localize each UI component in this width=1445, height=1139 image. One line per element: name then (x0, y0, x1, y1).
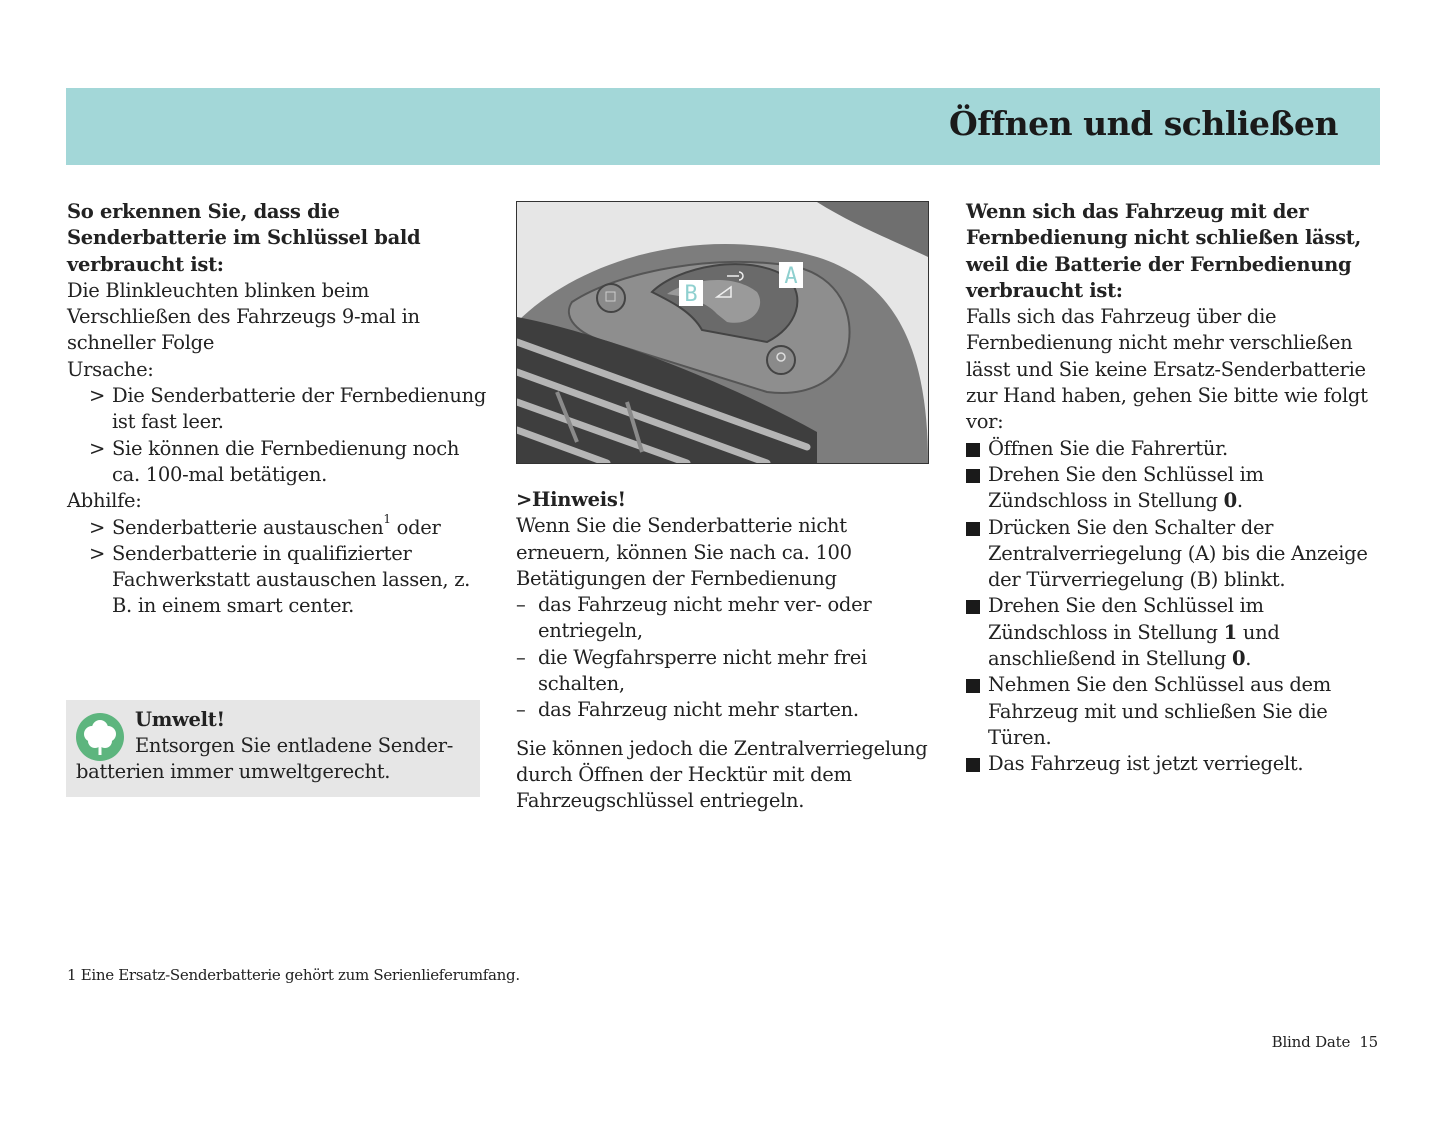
list-item: > Die Senderbatterie der Fernbedienung ist fast leer. (67, 383, 487, 436)
step-item (966, 593, 1381, 672)
step-item (966, 751, 1381, 777)
square-bullet-icon (966, 469, 980, 483)
step-item (966, 436, 1381, 462)
step-text: Nehmen Sie den Schlüssel aus dem Fahrzeug mit und schließen Sie die Türen. (988, 673, 1331, 749)
step-text: . (1236, 489, 1243, 513)
step-item (966, 672, 1381, 751)
square-bullet-icon (966, 758, 980, 772)
remedy-list (67, 511, 487, 620)
tree-icon (76, 713, 124, 761)
note-title: Umwelt! (135, 708, 225, 731)
step-item (966, 462, 1381, 515)
footnote-ref[interactable]: 1 (383, 511, 391, 526)
cause-list (67, 383, 487, 488)
step-item (966, 515, 1381, 594)
steps-list (966, 436, 1381, 778)
section-banner (66, 88, 1380, 165)
list-item: – das Fahrzeug nicht mehr starten. (516, 697, 936, 723)
label-b: B (684, 282, 698, 307)
step-text: Das Fahrzeug ist jetzt verriegelt. (988, 752, 1304, 776)
intro-text: Die Blinkleuchten blinken beim Verschließen des Fahrzeugs 9-mal in schneller Folge (67, 278, 420, 355)
label-a: A (784, 264, 798, 289)
position-value: 1 (1223, 620, 1237, 644)
position-value: 0 (1223, 489, 1237, 513)
column-hint (516, 487, 936, 815)
page-number: 15 (1359, 1033, 1378, 1051)
hint-title: >Hinweis! (516, 488, 626, 511)
step-text: Drehen Sie den Schlüssel im Zündschloss in Stellung (988, 594, 1264, 644)
square-bullet-icon (966, 522, 980, 536)
hint-intro: Wenn Sie die Senderbatterie nicht erneuern, können Sie nach ca. 100 Betätigungen der Fernbedienung (516, 514, 852, 590)
note-text-line1: Entsorgen Sie entladene Sender- (135, 734, 454, 757)
step-text: und anschließend in Stellung (988, 620, 1280, 671)
environment-note (66, 700, 480, 797)
position-value: 0 (1232, 647, 1246, 671)
section-heading: So erkennen Sie, dass die Senderbatterie im Schlüssel bald verbraucht ist: (67, 200, 421, 276)
remedy-label: Abhilfe: (67, 489, 142, 513)
step-text: Drücken Sie den Schalter der Zentralverriegelung (A) bis die Anzeige der Türverriegelung (B) blinkt. (988, 515, 1368, 592)
step-text: Öffnen Sie die Fahrertür. (988, 436, 1228, 460)
list-item: – die Wegfahrsperre nicht mehr frei schalten, (516, 645, 936, 698)
list-item (67, 511, 487, 541)
intro-text: Falls sich das Fahrzeug über die Fernbedienung nicht mehr verschließen lässt und Sie keine Ersatz-Senderbatterie zur Hand haben, gehen Sie bitte wie folgt vor: (966, 305, 1368, 434)
cause-label: Ursache: (67, 357, 154, 381)
column-manual-lock (966, 199, 1381, 778)
footnote: 1 Eine Ersatz-Senderbatterie gehört zum Serienlieferumfang. (67, 966, 520, 984)
step-text: Drehen Sie den Schlüssel im Zündschloss in Stellung (988, 462, 1264, 513)
remedy-tail: oder (390, 515, 441, 539)
column-battery-warning (67, 199, 487, 620)
page-title: Öffnen und schließen (949, 104, 1338, 143)
list-item: > Senderbatterie in qualifizierter Fachwerkstatt austauschen lassen, z. B. in einem smart center. (67, 541, 487, 620)
closing-text: Sie können jedoch die Zentralverriegelung durch Öffnen der Hecktür mit dem Fahrzeugschlüssel entriegeln. (516, 736, 928, 813)
remedy-text: Senderbatterie austauschen (112, 515, 384, 539)
list-item: – das Fahrzeug nicht mehr ver- oder entriegeln, (516, 592, 936, 645)
square-bullet-icon (966, 600, 980, 614)
square-bullet-icon (966, 679, 980, 693)
square-bullet-icon (966, 443, 980, 457)
list-item: > Sie können die Fernbedienung noch ca. 100-mal betätigen. (67, 436, 487, 489)
manual-title: Blind Date (1271, 1033, 1351, 1051)
section-heading: Wenn sich das Fahrzeug mit der Fernbedienung nicht schließen lässt, weil die Batterie der Fernbedienung verbraucht ist: (966, 200, 1361, 302)
consequence-list (516, 592, 936, 723)
page-footer (1272, 1033, 1378, 1051)
step-text: . (1245, 647, 1252, 671)
note-text-line2: batterien immer umweltgerecht. (76, 760, 391, 783)
dashboard-switch-illustration (516, 201, 929, 464)
